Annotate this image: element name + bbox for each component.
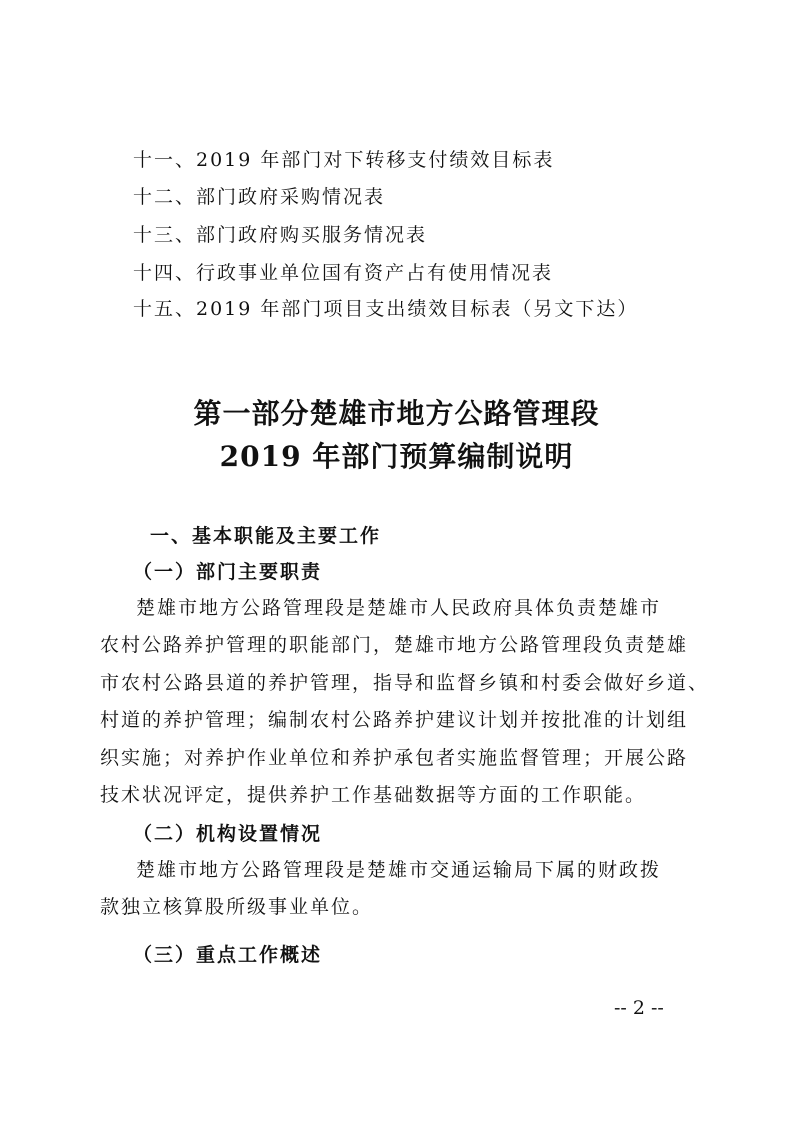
toc-item-14: 十四、行政事业单位国有资产占有使用情况表	[133, 262, 554, 284]
paragraph-line: 村道的养护管理；编制农村公路养护建议计划并按批准的计划组	[100, 709, 689, 732]
subsection-heading-organization: （二）机构设置情况	[133, 823, 323, 845]
toc-item-13: 十三、部门政府购买服务情况表	[133, 224, 428, 246]
paragraph-line: 楚雄市地方公路管理段是楚雄市人民政府具体负责楚雄市	[136, 597, 662, 619]
organization-paragraph	[100, 852, 700, 927]
toc-item-15: 十五、2019 年部门项目支出绩效目标表（另文下达）	[133, 298, 639, 320]
page-number: -- 2 --	[614, 997, 664, 1019]
paragraph-line: 楚雄市地方公路管理段是楚雄市交通运输局下属的财政拨	[136, 859, 662, 881]
document-title-line1: 第一部分楚雄市地方公路管理段	[193, 397, 600, 430]
paragraph-line: 技术状况评定，提供养护工作基础数据等方面的工作职能。	[100, 784, 647, 807]
paragraph-line: 市农村公路县道的养护管理，指导和监督乡镇和村委会做好乡道、	[100, 671, 710, 694]
toc-item-11: 十一、2019 年部门对下转移支付绩效目标表	[133, 149, 555, 171]
toc-item-12: 十二、部门政府采购情况表	[133, 186, 386, 208]
paragraph-line: 款独立核算股所级事业单位。	[100, 896, 374, 919]
paragraph-line: 农村公路养护管理的职能部门，楚雄市地方公路管理段负责楚雄	[100, 634, 689, 657]
paragraph-line: 织实施；对养护作业单位和养护承包者实施监督管理；开展公路	[100, 746, 689, 769]
subsection-heading-duties: （一）部门主要职责	[133, 561, 323, 583]
duties-paragraph	[100, 590, 710, 814]
subsection-heading-key-work: （三）重点工作概述	[133, 944, 323, 966]
document-title-line2: 2019 年部门预算编制说明	[219, 440, 574, 473]
section-heading: 一、基本职能及主要工作	[150, 525, 382, 547]
